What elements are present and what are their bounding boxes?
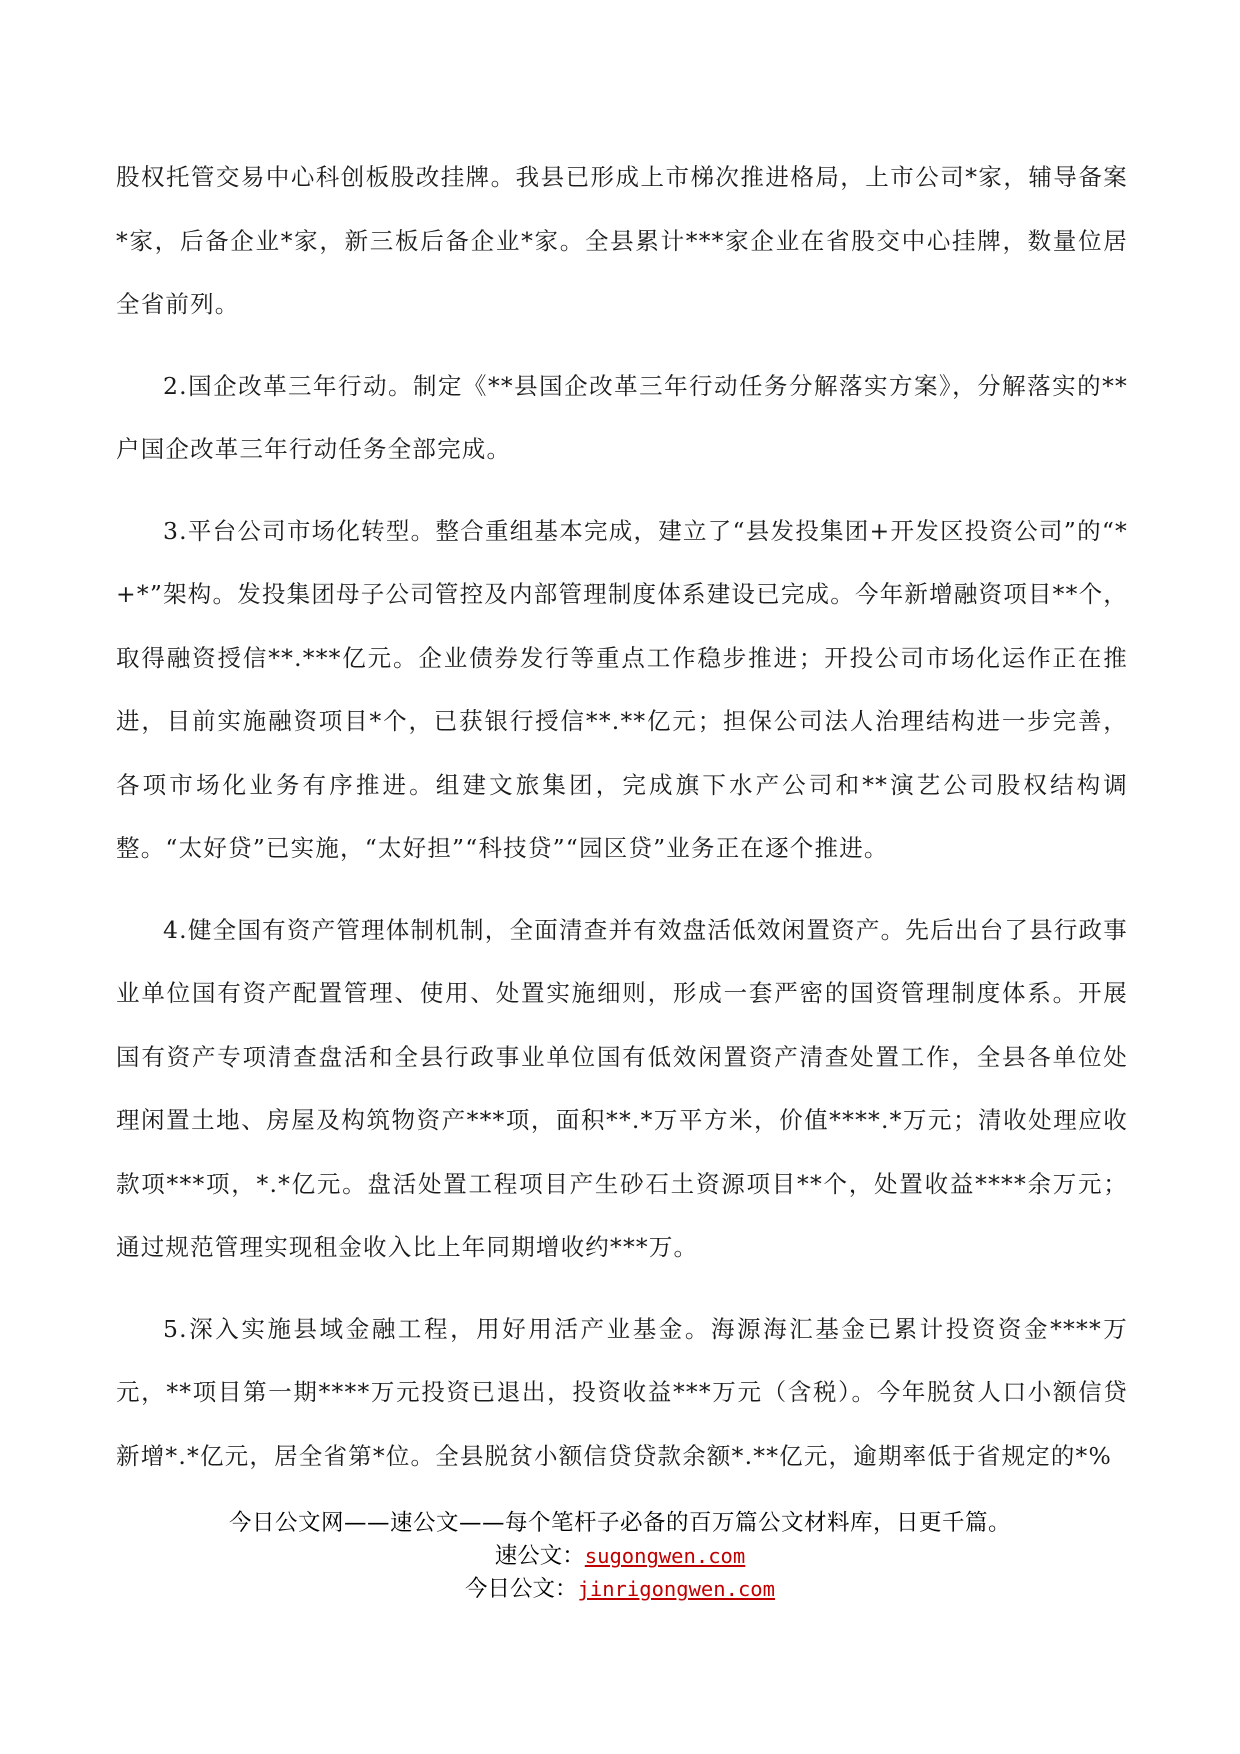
footer-site-label: 今日公文： xyxy=(465,1576,578,1602)
footer-site-sugongwen xyxy=(0,1540,1240,1573)
footer-slogan: 今日公文网——速公文——每个笔杆子必备的百万篇公文材料库，日更千篇。 xyxy=(228,1510,1011,1536)
document-body xyxy=(116,146,1128,1506)
jinrigongwen-link[interactable]: jinrigongwen.com xyxy=(577,1577,775,1601)
paragraph-continuation: 股权托管交易中心科创板股改挂牌。我县已形成上市梯次推进格局，上市公司*家，辅导备案*家，后备企业*家，新三板后备企业*家。全县累计***家企业在省股交中心挂牌，数量位居全省前列。 xyxy=(116,163,1128,318)
paragraph-item-4: 4.健全国有资产管理体制机制，全面清查并有效盘活低效闲置资产。先后出台了县行政事业单位国有资产配置管理、使用、处置实施细则，形成一套严密的国资管理制度体系。开展国有资产专项清查盘活和全县行政事业单位国有低效闲置资产清查处置工作，全县各单位处理闲置土地、房屋及构筑物资产***项，面积**.*万平方米，价值****.*万元；清收处理应收款项***项，*.*亿元。盘活处置工程项目产生砂石土资源项目**个，处置收益****余万元；通过规范管理实现租金收入比上年同期增收约***万。 xyxy=(116,915,1128,1261)
footer-site-label: 速公文： xyxy=(494,1543,585,1569)
paragraph-item-5: 5.深入实施县域金融工程，用好用活产业基金。海源海汇基金已累计投资资金****万元，**项目第一期****万元投资已退出，投资收益***万元（含税）。今年脱贫人口小额信贷新增*.*亿元，居全省第*位。全县脱贫小额信贷贷款余额*.**亿元，逾期率低于省规定的*% xyxy=(116,1314,1128,1470)
paragraph-item-3: 3.平台公司市场化转型。整合重组基本完成，建立了“县发投集团+开发区投资公司”的“*+*”架构。发投集团母子公司管控及内部管理制度体系建设已完成。今年新增融资项目**个，取得融资授信**.***亿元。企业债券发行等重点工作稳步推进；开投公司市场化运作正在推进，目前实施融资项目*个，已获银行授信**.**亿元；担保公司法人治理结构进一步完善，各项市场化业务有序推进。组建文旅集团，完成旗下水产公司和**演艺公司股权结构调整。“太好贷”已实施，“太好担”“科技贷”“园区贷”业务正在逐个推进。 xyxy=(116,516,1128,862)
footer-site-jinrigongwen xyxy=(0,1573,1240,1606)
paragraph-item-2: 2.国企改革三年行动。制定《**县国企改革三年行动任务分解落实方案》，分解落实的**户国企改革三年行动任务全部完成。 xyxy=(116,371,1128,463)
page-footer xyxy=(0,1506,1240,1606)
sugongwen-link[interactable]: sugongwen.com xyxy=(584,1544,746,1568)
